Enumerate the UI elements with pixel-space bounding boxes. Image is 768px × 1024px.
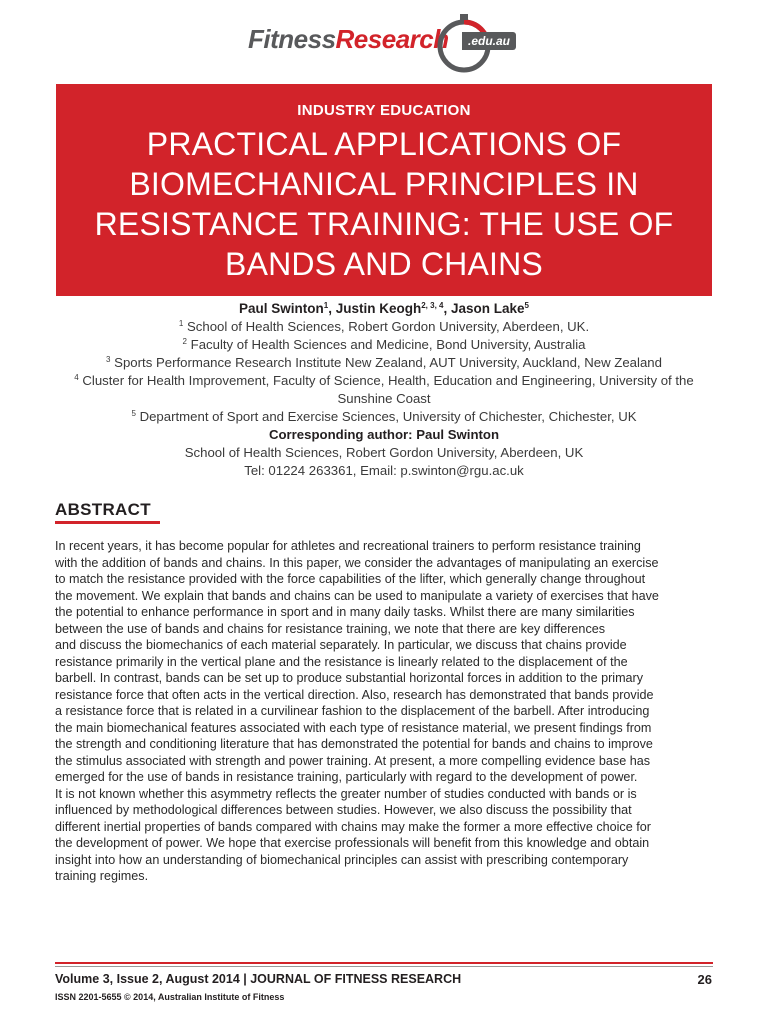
abstract-line: the development of power. We hope that exercise professionals will benefit from this knowledge and obtain (55, 836, 650, 850)
fitness-research-logo (248, 14, 528, 76)
author-names (56, 300, 712, 318)
affiliation-text: Cluster for Health Improvement, Faculty of Science, Health, Education and Engineering, University of the Sunshine Coast (82, 373, 694, 406)
affiliation (56, 354, 712, 372)
author-name: Justin Keogh (335, 301, 422, 316)
abstract-line: the main biomechanical features associated with each type of resistance material, we present findings from (55, 720, 652, 735)
abstract-line: insight into how an understanding of biomechanical principles can assist with prescribing contemporary (55, 852, 629, 867)
abstract-heading: ABSTRACT (55, 500, 151, 519)
affiliation-number: 2 (182, 337, 187, 346)
abstract-line: between the use of bands and chains for resistance training, we note that there are key differences (55, 621, 606, 636)
affiliation (56, 336, 712, 354)
corresponding-contact: Tel: 01224 263361, Email: p.swinton@rgu.ac.uk (244, 463, 524, 478)
abstract-body (55, 538, 715, 885)
author-block (56, 300, 712, 480)
author-name: Jason Lake (451, 301, 525, 316)
abstract-line: a resistance force that is related in a curvilinear fashion to the displacement of the barbell. After introducing (55, 704, 650, 718)
author-superscript: 1 (323, 301, 329, 310)
affiliation-number: 4 (74, 373, 79, 382)
abstract-line: It is not known whether this asymmetry reflects the greater number of studies conducted with bands or is (55, 786, 637, 801)
affiliation-text: Sports Performance Research Institute New Zealand, AUT University, Auckland, New Zealand (114, 355, 662, 370)
abstract-heading-underline (55, 521, 160, 524)
author-superscript: 5 (524, 301, 529, 310)
logo-research-text: Research (335, 24, 449, 54)
abstract-line: In recent years, it has become popular for athletes and recreational trainers to perform resistance training (55, 539, 641, 553)
affiliation-number: 1 (178, 319, 184, 328)
abstract-line: to match the resistance provided with the force capabilities of the lifter, which generally change throughout (55, 572, 646, 586)
section-label: INDUSTRY EDUCATION (297, 102, 471, 119)
abstract-line: barbell. In contrast, bands can be set up to produce substantial horizontal forces in addition to the primary (55, 671, 644, 685)
affiliation-number: 5 (131, 409, 136, 418)
affiliation-text: Department of Sport and Exercise Sciences, University of Chichester, Chichester, UK (139, 409, 637, 424)
logo-wordmark (248, 24, 449, 55)
abstract-line: emerged for the use of bands in resistance training, particularly with regard to the development of power. (55, 770, 638, 784)
affiliation-number: 3 (106, 355, 111, 364)
footer-divider-red (55, 962, 713, 964)
corresponding-author-label: Corresponding author: Paul Swinton (268, 427, 500, 442)
abstract-line: different inertial properties of bands compared with chains may make the former a more effective choice for (55, 819, 651, 834)
page-number: 26 (697, 972, 712, 987)
abstract-line: resistance force that often acts in the vertical direction. Also, research has demonstrated that bands provide (55, 687, 654, 702)
abstract-line: the potential to enhance performance in sport and in many daily tasks. Whilst there are many similarities (55, 605, 635, 619)
abstract-line: the stimulus associated with strength and power training. At present, a more compelling evidence base has (55, 753, 651, 768)
journal-citation: Volume 3, Issue 2, August 2014 | JOURNAL OF FITNESS RESEARCH (55, 972, 462, 986)
title-banner (56, 84, 712, 296)
logo-domain-badge: .edu.au (462, 32, 516, 50)
author-separator: , (328, 301, 336, 316)
issn-copyright: ISSN 2201-5655 © 2014, Australian Institute of Fitness (55, 992, 285, 1002)
affiliation-text: Faculty of Health Sciences and Medicine, Bond University, Australia (190, 337, 586, 352)
affiliation (56, 408, 712, 426)
corresponding-address: School of Health Sciences, Robert Gordon University, Aberdeen, UK (184, 445, 584, 460)
abstract-line: resistance primarily in the vertical plane and the resistance is linearly related to the displacement of the (55, 654, 628, 669)
logo-fitness-text: Fitness (248, 24, 336, 54)
author-separator: , (443, 301, 451, 316)
affiliation-text: School of Health Sciences, Robert Gordon University, Aberdeen, UK. (186, 319, 590, 334)
abstract-line: the strength and conditioning literature that has demonstrated the potential for bands and chains to improve (55, 737, 653, 751)
abstract-line: influenced by methodological differences between studies. However, we also discuss the possibility that (55, 803, 632, 817)
abstract-line: and discuss the biomechanics of each material separately. In particular, we discuss that chains provide (55, 638, 627, 652)
footer-divider-grey (55, 966, 713, 967)
abstract-line: the movement. We explain that bands and chains can be used to manipulate a variety of exercises that have (55, 588, 659, 603)
author-superscript: 2, 3, 4 (421, 301, 444, 310)
article-title: PRACTICAL APPLICATIONS OF BIOMECHANICAL PRINCIPLES IN RESISTANCE TRAINING: THE USE OF BANDS AND CHAINS (94, 126, 674, 282)
abstract-line: with the addition of bands and chains. In this paper, we consider the advantages of manipulating an exercise (55, 555, 659, 570)
affiliation (56, 372, 712, 408)
affiliation (56, 318, 712, 336)
abstract-line: training regimes. (55, 869, 149, 883)
author-name: Paul Swinton (238, 301, 324, 316)
